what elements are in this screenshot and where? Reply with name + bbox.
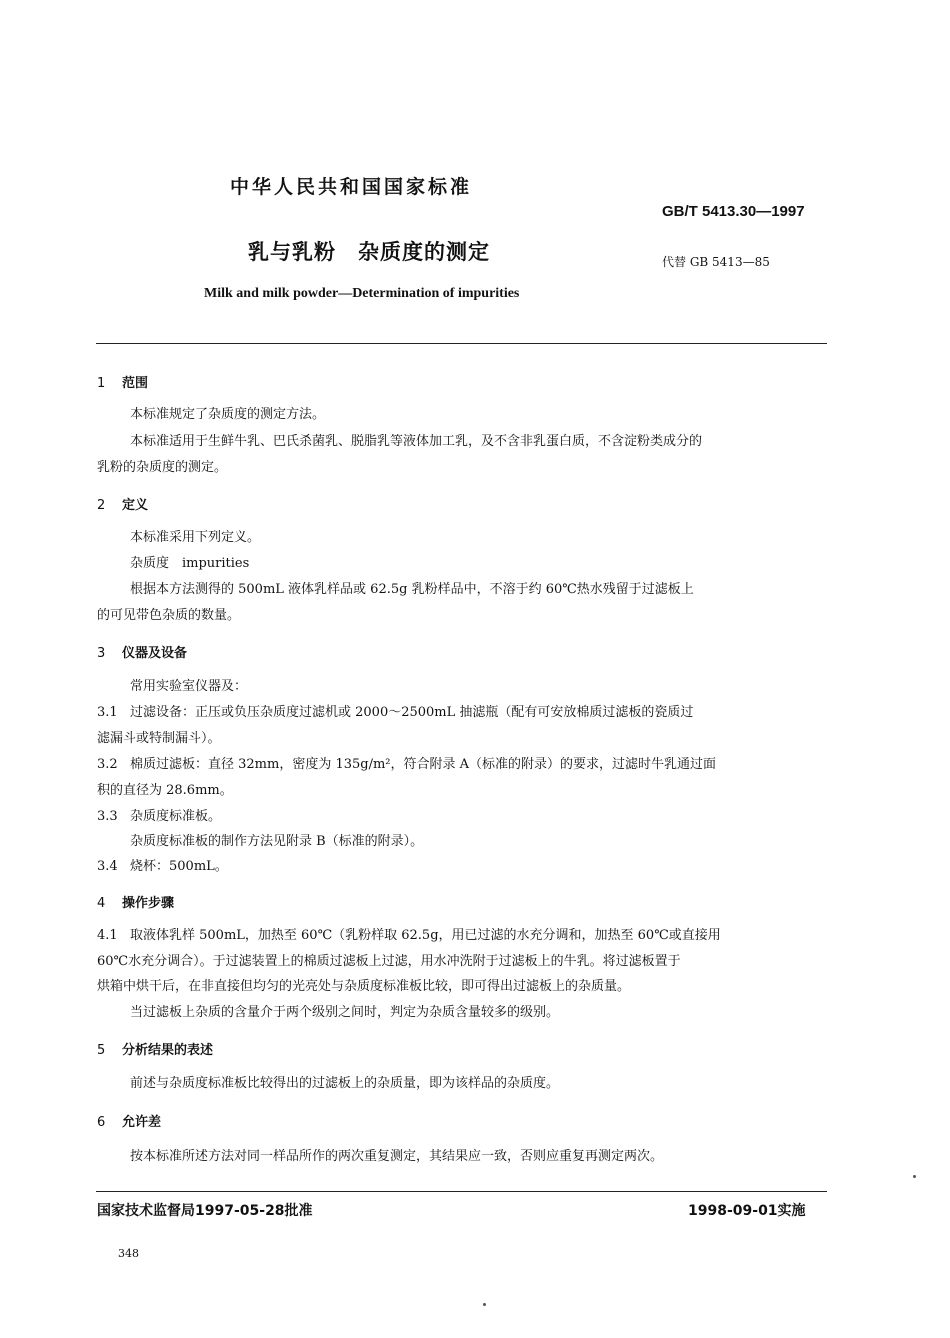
scan-speck xyxy=(913,1175,916,1178)
section-number: 3 xyxy=(97,646,106,661)
page-number: 348 xyxy=(118,1247,139,1260)
section-2-heading xyxy=(97,494,148,513)
replaces-note: 代替 GB 5413—85 xyxy=(662,255,770,269)
paragraph: 本标准规定了杂质度的测定方法。 xyxy=(130,407,326,422)
clause-number: 3.1 xyxy=(97,705,118,720)
section-title: 允许差 xyxy=(122,1115,162,1130)
section-title: 分析结果的表述 xyxy=(122,1043,214,1058)
section-number: 5 xyxy=(97,1043,106,1058)
clause-text: 杂质度标准板。 xyxy=(130,809,222,824)
english-title: Milk and milk powder—Determination of impurities xyxy=(204,286,520,301)
section-3-heading xyxy=(97,642,187,661)
clause-text: 取液体乳样 500mL，加热至 60℃（乳粉样取 62.5g，用已过滤的水充分调和，加热至 60℃或直接用 xyxy=(130,928,721,943)
clause-4-1 xyxy=(97,926,827,946)
paragraph: 按本标准所述方法对同一样品所作的两次重复测定，其结果应一致，否则应重复再测定两次。 xyxy=(130,1149,664,1164)
clause-3-1 xyxy=(97,703,827,723)
section-number: 2 xyxy=(97,498,106,513)
section-number: 4 xyxy=(97,896,106,911)
paragraph: 常用实验室仪器及： xyxy=(130,679,248,694)
clause-number: 3.2 xyxy=(97,757,118,772)
paragraph: 积的直径为 28.6mm。 xyxy=(97,783,233,798)
clause-text: 烧杯：500mL。 xyxy=(130,859,228,874)
clause-3-4 xyxy=(97,857,827,877)
paragraph: 本标准适用于生鲜牛乳、巴氏杀菌乳、脱脂乳等液体加工乳，及不含非乳蛋白质，不含淀粉类成分的 xyxy=(130,434,703,449)
paragraph: 滤漏斗或特制漏斗）。 xyxy=(97,731,221,746)
clause-number: 3.4 xyxy=(97,859,118,874)
section-1-heading xyxy=(97,372,148,391)
definition-term: 杂质度 impurities xyxy=(130,556,250,571)
section-title: 范围 xyxy=(122,376,149,391)
clause-3-2 xyxy=(97,755,827,775)
paragraph: 本标准采用下列定义。 xyxy=(130,530,261,545)
paragraph: 乳粉的杂质度的测定。 xyxy=(97,460,228,475)
clause-3-3 xyxy=(97,807,827,827)
standard-code: GB/T 5413.30—1997 xyxy=(662,203,805,220)
clause-number: 4.1 xyxy=(97,928,118,943)
section-title: 定义 xyxy=(122,498,149,513)
paragraph: 当过滤板上杂质的含量介于两个级别之间时，判定为杂质含量较多的级别。 xyxy=(130,1005,560,1020)
approval-note: 国家技术监督局1997-05-28批准 xyxy=(97,1203,313,1219)
section-number: 6 xyxy=(97,1115,106,1130)
implementation-date: 1998-09-01实施 xyxy=(688,1203,806,1219)
section-5-heading xyxy=(97,1039,213,1058)
section-title: 操作步骤 xyxy=(122,896,175,911)
document-title: 乳与乳粉 杂质度的测定 xyxy=(248,240,490,264)
scan-speck xyxy=(483,1303,486,1306)
clause-text: 过滤设备：正压或负压杂质度过滤机或 2000～2500mL 抽滤瓶（配有可安放棉质过滤板的瓷质过 xyxy=(130,705,694,720)
paragraph: 烘箱中烘干后，在非直接但均匀的光亮处与杂质度标准板比较，即可得出过滤板上的杂质量。 xyxy=(97,979,631,994)
header-divider xyxy=(96,343,827,344)
national-standard-heading: 中华人民共和国国家标准 xyxy=(230,176,473,198)
footer-divider xyxy=(96,1191,827,1192)
section-title: 仪器及设备 xyxy=(122,646,188,661)
paragraph: 杂质度标准板的制作方法见附录 B（标准的附录）。 xyxy=(130,834,424,849)
section-number: 1 xyxy=(97,376,106,391)
paragraph: 前述与杂质度标准板比较得出的过滤板上的杂质量，即为该样品的杂质度。 xyxy=(130,1076,560,1091)
section-4-heading xyxy=(97,892,174,911)
paragraph: 根据本方法测得的 500mL 液体乳样品或 62.5g 乳粉样品中，不溶于约 60℃热水残留于过滤板上 xyxy=(130,582,694,597)
section-6-heading xyxy=(97,1111,161,1130)
clause-text: 棉质过滤板：直径 32mm，密度为 135g/m²，符合附录 A（标准的附录）的要求，过滤时牛乳通过面 xyxy=(130,757,717,772)
paragraph: 60℃水充分调合）。于过滤装置上的棉质过滤板上过滤，用水冲洗附于过滤板上的牛乳。将过滤板置于 xyxy=(97,954,681,969)
clause-number: 3.3 xyxy=(97,809,118,824)
paragraph: 的可见带色杂质的数量。 xyxy=(97,608,241,623)
